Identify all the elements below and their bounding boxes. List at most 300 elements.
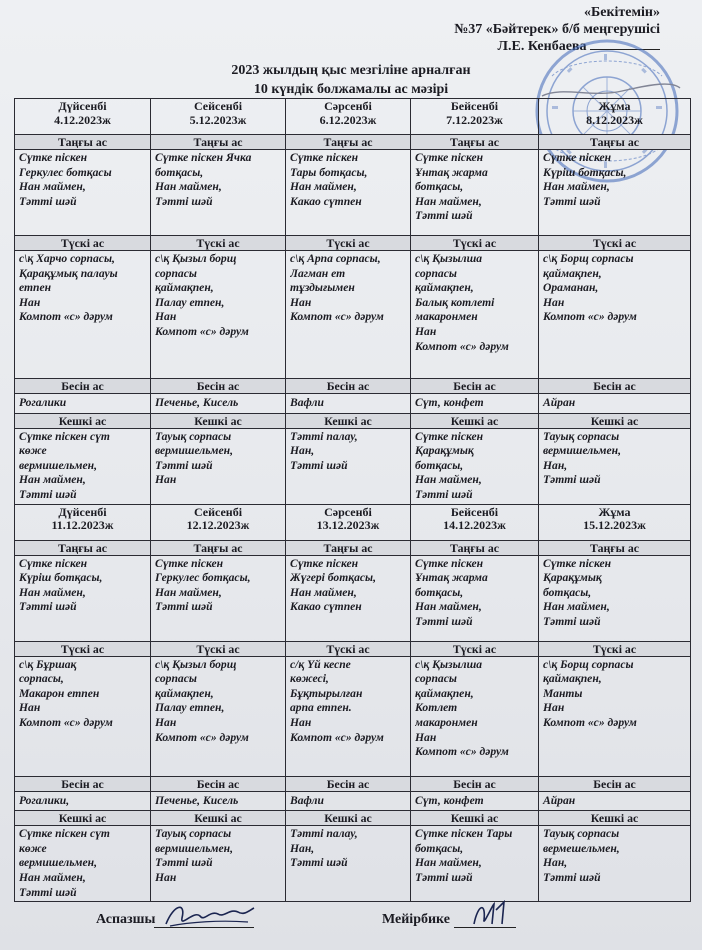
dish-line: Нан [290, 295, 312, 309]
meal-label-cell [411, 776, 539, 791]
dish-line: с\қ Қызылша [415, 657, 483, 671]
dish-line: Нан маймен, [415, 856, 482, 870]
meal-label: Кешкі ас [58, 413, 107, 428]
meal-label: Түскі ас [196, 236, 240, 250]
dish-line: Компот «с» дәрум [415, 339, 509, 353]
dish-line: с/қ Үй кеспе [290, 657, 351, 671]
meal-label: Түскі ас [452, 641, 497, 656]
dish-line: Сүтке піскен [415, 556, 484, 570]
meal-label-cell [411, 379, 539, 394]
dish-cell [539, 251, 691, 379]
day-name: Сейсенбі [193, 504, 243, 519]
dish-line: Нан, [290, 841, 315, 855]
dish-line: Нан маймен, [415, 600, 482, 614]
day-date: 15.12.2023ж [583, 518, 646, 533]
snack-item: Рогалики [19, 396, 67, 409]
snack-item: Рогалики, [19, 793, 70, 807]
meal-label: Бесін ас [61, 776, 104, 791]
meal-label: Түскі ас [592, 641, 637, 656]
day-date: 13.12.2023ж [316, 518, 380, 533]
menu-table [14, 98, 691, 902]
dish-line: ботқасы, [415, 458, 464, 472]
day-header-cell [15, 504, 151, 540]
dish-line: Тәтті шәй [415, 487, 473, 501]
day-header-cell [15, 99, 151, 135]
meal-label: Таңғы ас [193, 540, 243, 555]
dish-line: ботқасы, [415, 585, 464, 599]
dish-line: Тәтті шәй [415, 614, 473, 628]
dish-line: Нан, [543, 458, 568, 472]
dish-line: Нан, [290, 444, 315, 458]
dish-line: Тауық сорпасы [155, 429, 232, 443]
dish-line: Нан [19, 701, 41, 715]
snack-item: Вафли [290, 396, 324, 409]
nurse-signature-icon [470, 898, 510, 930]
approval-line: №37 «Бәйтерек» б/б меңгерушісі [454, 22, 660, 37]
dish-line: Лагман ет [290, 266, 346, 280]
meal-label-row [15, 776, 691, 791]
approval-line: «Бекітемін» [583, 5, 660, 20]
meal-label: Таңғы ас [590, 135, 639, 149]
meal-label: Кешкі ас [58, 811, 107, 826]
snack-item: Печенье, Кисель [155, 793, 239, 807]
dish-line: Ұнтақ жарма [415, 571, 488, 585]
day-header-cell [151, 504, 286, 540]
day-name: Сейсенбі [193, 99, 243, 113]
meal-label-cell [151, 540, 286, 555]
dish-line: Қарақұмық палауы [19, 266, 118, 280]
dish-cell [151, 251, 286, 379]
meal-label: Таңғы ас [323, 135, 373, 149]
dish-line: с\қ Қызыл борщ [155, 252, 237, 265]
dish-line: Сүтке піскен [415, 429, 484, 443]
meal-label: Таңғы ас [193, 135, 243, 149]
dish-line: арпа етпен. [290, 701, 352, 715]
day-name: Сәрсенбі [324, 99, 372, 113]
dish-line: Нан [155, 870, 177, 884]
day-date: 6.12.2023ж [319, 112, 377, 127]
dish-line: Тауық сорпасы [543, 827, 620, 841]
dish-line: Нан, [543, 856, 568, 870]
meal-label-cell [539, 641, 691, 656]
dish-line: Нан [155, 715, 177, 729]
dish-row [15, 251, 691, 379]
meal-label-cell [411, 413, 539, 428]
dish-line: вермишельмен, [19, 856, 97, 870]
meal-label-cell [15, 236, 151, 251]
meal-label: Кешкі ас [324, 413, 372, 428]
meal-label-cell [15, 641, 151, 656]
dish-line: Компот «с» дәрум [155, 730, 249, 744]
dish-cell [411, 428, 539, 504]
dish-cell [15, 826, 151, 902]
dish-line: Геркулес ботқасы [19, 165, 112, 179]
dish-line: Тауық сорпасы [155, 827, 232, 841]
dish-line: Қарақұмық [543, 571, 602, 585]
meal-label: Бесін ас [326, 776, 370, 791]
dish-line: макаронмен [415, 715, 478, 729]
dish-cell [15, 555, 151, 641]
dish-line: с\қ Бұршақ [19, 657, 77, 671]
dish-row [15, 555, 691, 641]
meal-label: Бесін ас [593, 776, 636, 791]
snack-cell [411, 394, 539, 414]
dish-line: Бұқтырылған [290, 686, 363, 700]
dish-line: вермишельмен, [19, 458, 97, 472]
day-header-cell [411, 504, 539, 540]
snack-cell [15, 394, 151, 414]
dish-cell [151, 150, 286, 236]
day-date: 8.12.2023ж [586, 112, 643, 127]
dish-line: Сүтке піскен [19, 556, 88, 570]
nurse-label: Мейірбике [382, 912, 450, 927]
dish-cell [151, 826, 286, 902]
dish-line: тұздығымен [290, 281, 355, 295]
meal-label-cell [539, 379, 691, 394]
dish-line: Нан маймен, [290, 585, 357, 599]
dish-cell [539, 428, 691, 504]
dish-line: қаймақпен, [543, 266, 602, 280]
dish-line: Компот «с» дәрум [415, 745, 509, 759]
meal-label-cell [286, 413, 411, 428]
dish-line: сорпасы [415, 672, 457, 686]
meal-label-cell [286, 135, 411, 150]
menu-subtitle: 10 күндік болжамалы ас мәзірі [253, 82, 449, 97]
day-header-row [15, 504, 691, 540]
dish-line: Ораманан, [543, 281, 599, 295]
dish-line: ботқасы, [415, 841, 464, 855]
dish-cell [286, 251, 411, 379]
meal-label-cell [411, 236, 539, 251]
meal-label-cell [151, 413, 286, 428]
meal-label-cell [15, 776, 151, 791]
dish-line: Сүтке піскен [415, 151, 484, 164]
meal-label-cell [151, 236, 286, 251]
dish-line: Котлет [415, 701, 458, 715]
dish-row [15, 656, 691, 776]
meal-label-cell [539, 540, 691, 555]
meal-label: Түскі ас [196, 641, 240, 656]
dish-line: сорпасы, [19, 672, 64, 686]
snack-cell [286, 791, 411, 811]
dish-line: Сүтке піскен [290, 556, 359, 570]
meal-label-cell [15, 413, 151, 428]
dish-line: Нан [155, 473, 177, 487]
dish-line: Нан маймен, [19, 180, 86, 194]
meal-label: Таңғы ас [450, 135, 499, 149]
dish-line: ботқасы, [415, 180, 464, 194]
dish-cell [411, 555, 539, 641]
snack-item: Сүт, конфет [415, 793, 484, 807]
dish-line: Күріш ботқасы, [19, 571, 103, 585]
meal-label: Кешкі ас [590, 811, 639, 826]
dish-line: Нан [415, 730, 437, 744]
dish-line: Қарақұмық [415, 444, 474, 458]
dish-line: Компот «с» дәрум [543, 715, 637, 729]
dish-line: Тауық сорпасы [543, 429, 620, 443]
dish-line: Нан маймен, [415, 194, 482, 208]
meal-label-row [15, 379, 691, 394]
dish-cell [151, 555, 286, 641]
dish-line: ботқасы, [543, 585, 592, 599]
day-name: Дүйсенбі [58, 99, 107, 113]
day-date: 5.12.2023ж [189, 112, 247, 127]
dish-line: етпен [19, 281, 52, 295]
dish-line: с\қ Борщ сорпасы [543, 657, 634, 671]
dish-line: Тәтті шәй [543, 870, 601, 884]
dish-line: Сүтке піскен сүт [19, 429, 110, 443]
dish-line: қаймақпен, [543, 672, 602, 686]
dish-line: Сүтке піскен [155, 556, 224, 570]
dish-line: Нан [415, 324, 437, 338]
dish-line: с\қ Харчо сорпасы, [19, 252, 115, 265]
snack-cell [15, 791, 151, 811]
dish-line: Макарон етпен [19, 686, 100, 700]
dish-line: Жүгері ботқасы, [290, 571, 376, 585]
meal-label-row [15, 811, 691, 826]
dish-line: Балық котлеті [415, 295, 495, 309]
day-name: Жұма [598, 504, 631, 519]
dish-line: Тәтті шәй [19, 194, 77, 208]
dish-line: Нан маймен, [19, 585, 86, 599]
dish-line: қаймақпен, [155, 281, 214, 295]
snack-row [15, 394, 691, 414]
meal-label-cell [411, 641, 539, 656]
dish-cell [286, 656, 411, 776]
dish-line: макаронмен [415, 310, 478, 324]
day-name: Дүйсенбі [58, 504, 107, 519]
meal-label-cell [539, 135, 691, 150]
dish-line: Компот «с» дәрум [19, 310, 113, 324]
dish-line: Тәтті шәй [543, 473, 601, 487]
dish-line: Палау етпен, [155, 701, 225, 715]
dish-line: Тәтті шәй [155, 600, 213, 614]
dish-line: с\қ Арпа сорпасы, [290, 252, 381, 265]
dish-line: с\қ Қызылша [415, 252, 483, 265]
snack-cell [151, 394, 286, 414]
dish-line: Тәтті палау, [290, 429, 358, 443]
meal-label: Бесін ас [453, 379, 496, 393]
dish-line: Сүтке піскен [543, 556, 612, 570]
meal-label-cell [411, 540, 539, 555]
meal-label-cell [539, 776, 691, 791]
dish-cell [286, 826, 411, 902]
dish-line: вермишельмен, [155, 841, 233, 855]
meal-label: Түскі ас [60, 641, 105, 656]
dish-line: Тәтті шәй [19, 600, 77, 614]
dish-line: Палау етпен, [155, 295, 225, 309]
day-header-cell [539, 504, 691, 540]
meal-label: Түскі ас [452, 236, 497, 250]
dish-cell [411, 826, 539, 902]
dish-line: Тәтті шәй [415, 209, 473, 223]
snack-cell [539, 791, 691, 811]
meal-label-cell [539, 236, 691, 251]
day-header-cell [411, 99, 539, 135]
meal-label-row [15, 135, 691, 150]
dish-line: қаймақпен, [155, 686, 214, 700]
meal-label: Таңғы ас [58, 135, 107, 149]
cook-label: Аспазшы [96, 912, 156, 927]
snack-cell [286, 394, 411, 414]
meal-label: Кешкі ас [590, 413, 639, 428]
meal-label-row [15, 413, 691, 428]
meal-label: Бесін ас [196, 379, 240, 393]
day-header-cell [286, 504, 411, 540]
dish-line: вермишельмен, [155, 444, 233, 458]
dish-cell [15, 251, 151, 379]
day-header-row [15, 99, 691, 135]
dish-line: Сүтке піскен [19, 151, 88, 164]
day-date: 12.12.2023ж [186, 518, 250, 533]
meal-label: Түскі ас [326, 641, 370, 656]
dish-line: Нан [19, 295, 41, 309]
day-name: Жұма [598, 99, 631, 113]
dish-line: Нан маймен, [19, 870, 86, 884]
meal-label-cell [151, 811, 286, 826]
dish-line: көже [19, 444, 47, 458]
dish-cell [15, 150, 151, 236]
dish-cell [539, 150, 691, 236]
dish-line: Сүтке піскен Тары [415, 827, 513, 841]
day-date: 7.12.2023ж [446, 112, 503, 127]
dish-line: вермишельмен, [543, 444, 621, 458]
dish-line: сорпасы [155, 266, 197, 280]
signature-footer [0, 904, 702, 944]
meal-label: Бесін ас [61, 379, 104, 393]
dish-line: Нан маймен, [290, 180, 357, 194]
dish-line: Нан маймен, [155, 585, 222, 599]
dish-line: вермешельмен, [543, 841, 620, 855]
dish-line: Тәтті шәй [155, 458, 213, 472]
day-date: 4.12.2023ж [54, 112, 111, 127]
dish-line: Нан маймен, [155, 180, 222, 194]
dish-line: Нан [155, 310, 177, 324]
meal-label: Түскі ас [592, 236, 637, 250]
meal-label-cell [286, 811, 411, 826]
day-header-cell [539, 99, 691, 135]
meal-label: Кешкі ас [194, 811, 242, 826]
dish-row [15, 826, 691, 902]
dish-line: Манты [543, 686, 583, 700]
approval-line: Л.Е. Кенбаева [400, 38, 660, 55]
snack-row [15, 791, 691, 811]
meal-label: Кешкі ас [450, 811, 499, 826]
dish-line: Какао сүтпен [290, 600, 362, 614]
dish-line: Тәтті шәй [290, 458, 348, 472]
meal-label: Таңғы ас [58, 540, 107, 555]
dish-line: Тары ботқасы, [290, 165, 368, 179]
day-date: 14.12.2023ж [443, 518, 506, 533]
dish-line: Тәтті шәй [19, 885, 77, 899]
dish-cell [286, 428, 411, 504]
snack-cell [151, 791, 286, 811]
dish-line: Сүтке піскен сүт [19, 827, 110, 841]
meal-label-cell [539, 413, 691, 428]
dish-line: Сүтке піскен [290, 151, 359, 164]
meal-label-cell [151, 379, 286, 394]
dish-line: Сүтке піскен [543, 151, 612, 164]
meal-label-cell [151, 135, 286, 150]
meal-label-cell [411, 135, 539, 150]
dish-line: Компот «с» дәрум [290, 730, 384, 744]
meal-label: Бесін ас [453, 776, 496, 791]
dish-cell [539, 656, 691, 776]
meal-label-cell [151, 776, 286, 791]
dish-line: Компот «с» дәрум [19, 715, 113, 729]
meal-label-cell [15, 540, 151, 555]
dish-line: Нан маймен, [543, 600, 610, 614]
day-name: Бейсенбі [450, 504, 499, 519]
dish-line: Нан маймен, [543, 180, 610, 194]
dish-line: Тәтті шәй [155, 194, 213, 208]
dish-row [15, 150, 691, 236]
dish-line: с\қ Қызыл борщ [155, 657, 237, 671]
dish-line: қаймақпен, [415, 281, 474, 295]
meal-label: Таңғы ас [450, 540, 499, 555]
meal-label-cell [15, 811, 151, 826]
meal-label: Бесін ас [196, 776, 240, 791]
meal-label-cell [539, 811, 691, 826]
dish-line: сорпасы [155, 672, 197, 686]
dish-line: Нан маймен, [19, 473, 86, 487]
dish-line: Компот «с» дәрум [290, 310, 384, 324]
dish-line: с\қ Борщ сорпасы [543, 252, 634, 265]
dish-cell [151, 428, 286, 504]
dish-line: Компот «с» дәрум [543, 310, 637, 324]
menu-table-body [15, 99, 691, 902]
dish-line: Нан маймен, [415, 473, 482, 487]
dish-cell [15, 656, 151, 776]
meal-label: Түскі ас [326, 236, 370, 250]
meal-label: Кешкі ас [450, 413, 499, 428]
dish-line: Күріш ботқасы, [543, 165, 627, 179]
dish-line: Сүтке піскен Ячка [155, 151, 252, 164]
dish-line: Тәтті шәй [155, 856, 213, 870]
meal-label-cell [286, 236, 411, 251]
dish-cell [15, 428, 151, 504]
dish-cell [539, 826, 691, 902]
snack-item: Айран [543, 396, 576, 409]
dish-line: Какао сүтпен [290, 194, 362, 208]
day-name: Сәрсенбі [324, 504, 372, 519]
snack-cell [411, 791, 539, 811]
meal-label: Кешкі ас [324, 811, 372, 826]
snack-item: Вафли [290, 793, 324, 807]
dish-line: Тәтті шәй [19, 487, 77, 501]
meal-label-cell [286, 641, 411, 656]
meal-label-cell [286, 540, 411, 555]
dish-line: Тәтті шәй [543, 614, 601, 628]
snack-cell [539, 394, 691, 414]
dish-cell [151, 656, 286, 776]
meal-label-cell [151, 641, 286, 656]
dish-line: Геркулес ботқасы, [155, 571, 251, 585]
dish-cell [539, 555, 691, 641]
snack-item: Печенье, Кисель [155, 396, 239, 409]
day-date: 11.12.2023ж [51, 518, 114, 533]
dish-line: Нан [543, 295, 565, 309]
meal-label-cell [286, 776, 411, 791]
dish-cell [286, 150, 411, 236]
dish-line: ботқасы, [155, 165, 204, 179]
meal-label-cell [411, 811, 539, 826]
dish-cell [411, 150, 539, 236]
meal-label-cell [15, 379, 151, 394]
dish-line: сорпасы [415, 266, 457, 280]
day-header-cell [151, 99, 286, 135]
meal-label-cell [15, 135, 151, 150]
